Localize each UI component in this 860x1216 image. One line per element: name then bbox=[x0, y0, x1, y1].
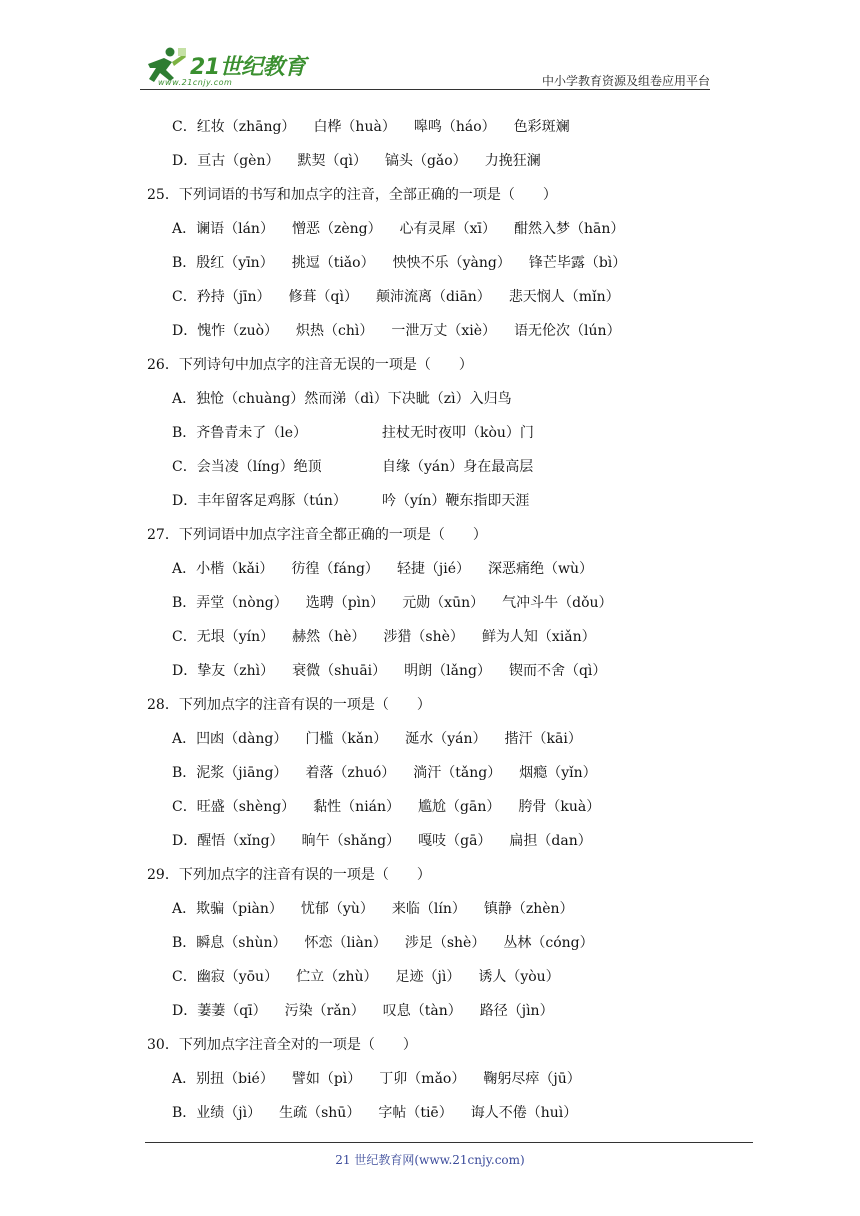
answer-option bbox=[172, 662, 606, 680]
option-term: 酣然入梦（hān） bbox=[513, 221, 625, 237]
option-term: 炽热（chì） bbox=[296, 323, 374, 339]
option-term: C．红妆（zhāng） bbox=[172, 119, 296, 135]
option-term: 涎水（yán） bbox=[405, 731, 487, 747]
option-term: 锲而不舍（qì） bbox=[508, 663, 607, 679]
answer-option bbox=[172, 424, 534, 442]
option-term: 拄杖无时夜叩（kòu）门 bbox=[382, 425, 534, 441]
option-term: 鲜为人知（xiǎn） bbox=[481, 629, 596, 645]
option-term: A．凹凼（dàng） bbox=[172, 731, 288, 747]
option-term: B．业绩（jì） bbox=[172, 1105, 262, 1121]
option-term: 一泄万丈（xiè） bbox=[391, 323, 497, 339]
answer-option bbox=[172, 1002, 554, 1020]
option-term: 诲人不倦（huì） bbox=[470, 1105, 578, 1121]
option-term: 赫然（hè） bbox=[292, 629, 366, 645]
option-term: 憎恶（zèng） bbox=[291, 221, 382, 237]
question-text: 30．下列加点字注音全对的一项是（ ） bbox=[147, 1037, 417, 1053]
option-term: 烟瘾（yǐn） bbox=[519, 765, 597, 781]
option-term: 语无伦次（lún） bbox=[514, 323, 621, 339]
question-stem bbox=[147, 186, 557, 204]
answer-option bbox=[172, 1070, 581, 1088]
option-term: 黏性（nián） bbox=[313, 799, 401, 815]
answer-option bbox=[172, 220, 624, 238]
question-stem bbox=[147, 526, 487, 544]
option-term: B．弄堂（nòng） bbox=[172, 595, 288, 611]
answer-option bbox=[172, 322, 621, 340]
answer-option bbox=[172, 798, 600, 816]
option-term: B．瞬息（shùn） bbox=[172, 935, 287, 951]
option-term: 嘎吱（gā） bbox=[418, 833, 492, 849]
option-term: A．欺骗（piàn） bbox=[172, 901, 283, 917]
header-divider bbox=[140, 89, 710, 90]
question-stem bbox=[147, 356, 473, 374]
option-term: 深恶痛绝（wù） bbox=[488, 561, 594, 577]
option-term: 挑逗（tiǎo） bbox=[291, 255, 375, 271]
option-term: 路径（jìn） bbox=[479, 1003, 554, 1019]
option-term: 颠沛流离（diān） bbox=[376, 289, 491, 305]
option-term: 涉猎（shè） bbox=[383, 629, 464, 645]
option-term: A．别扭（bié） bbox=[172, 1071, 274, 1087]
option-term: B．齐鲁青未了（le） bbox=[172, 425, 308, 441]
question-text: 25．下列词语的书写和加点字的注音，全部正确的一项是（ ） bbox=[147, 187, 557, 203]
option-term: 着落（zhuó） bbox=[305, 765, 396, 781]
option-term: D．醒悟（xǐng） bbox=[172, 833, 284, 849]
logo-text: 21世纪教育 bbox=[190, 55, 306, 80]
option-term: 扁担（dan） bbox=[509, 833, 592, 849]
option-term: 譬如（pì） bbox=[291, 1071, 362, 1087]
question-text: 28．下列加点字的注音有误的一项是（ ） bbox=[147, 697, 431, 713]
option-term: 彷徨（fáng） bbox=[291, 561, 379, 577]
option-term: 叹息（tàn） bbox=[382, 1003, 462, 1019]
option-term: A．小楷（kǎi） bbox=[172, 561, 274, 577]
question-stem bbox=[147, 696, 431, 714]
option-term: 字帖（tiē） bbox=[378, 1105, 453, 1121]
option-term: D．萋萋（qī） bbox=[172, 1003, 267, 1019]
option-term: 悲天悯人（mǐn） bbox=[508, 289, 620, 305]
option-term: 涉足（shè） bbox=[404, 935, 486, 951]
option-term: 怏怏不乐（yàng） bbox=[392, 255, 511, 271]
option-term: 气冲斗牛（dǒu） bbox=[502, 595, 613, 611]
option-term: 色彩斑斓 bbox=[513, 119, 570, 135]
option-term: 忧郁（yù） bbox=[300, 901, 374, 917]
answer-option bbox=[172, 764, 597, 782]
option-term: 生疏（shū） bbox=[279, 1105, 361, 1121]
answer-option bbox=[172, 730, 582, 748]
option-term: 镇静（zhèn） bbox=[483, 901, 574, 917]
option-term: A．独怆（chuàng）然而涕（dì）下 bbox=[172, 391, 402, 407]
answer-option bbox=[172, 152, 541, 170]
option-term: 尴尬（gān） bbox=[418, 799, 501, 815]
question-text: 29．下列加点字的注音有误的一项是（ ） bbox=[147, 867, 431, 883]
option-term: 揩汗（kāi） bbox=[504, 731, 582, 747]
option-term: 嗥鸣（háo） bbox=[413, 119, 496, 135]
option-term: D．挚友（zhì） bbox=[172, 663, 275, 679]
option-term: 轻捷（jié） bbox=[396, 561, 471, 577]
answer-option bbox=[172, 628, 596, 646]
footer-text: 21 世纪教育网(www.21cnjy.com) bbox=[335, 1153, 525, 1167]
option-term: 污染（rǎn） bbox=[284, 1003, 365, 1019]
option-term: C．矜持（jīn） bbox=[172, 289, 271, 305]
option-term: 鞠躬尽瘁（jū） bbox=[483, 1071, 581, 1087]
answer-option bbox=[172, 560, 593, 578]
answer-option bbox=[172, 832, 592, 850]
answer-option bbox=[172, 254, 626, 272]
question-text: 27．下列词语中加点字注音全都正确的一项是（ ） bbox=[147, 527, 487, 543]
option-term: 镐头（gǎo） bbox=[384, 153, 467, 169]
option-term: 心有灵犀（xī） bbox=[399, 221, 496, 237]
option-term: 明朗（lǎng） bbox=[404, 663, 491, 679]
option-term: 来临（lín） bbox=[391, 901, 466, 917]
footer-divider bbox=[145, 1142, 753, 1143]
question-stem bbox=[147, 1036, 417, 1054]
option-term: D．丰年留客足鸡豚（tún） bbox=[172, 493, 347, 509]
option-term: D．愧怍（zuò） bbox=[172, 323, 279, 339]
answer-option bbox=[172, 458, 533, 476]
option-term: 门槛（kǎn） bbox=[305, 731, 388, 747]
answer-option bbox=[172, 968, 560, 986]
header-platform-text: 中小学教育资源及组卷应用平台 bbox=[541, 74, 710, 88]
answer-option bbox=[172, 594, 613, 612]
answer-option bbox=[172, 390, 512, 408]
option-term: D．亘古（gèn） bbox=[172, 153, 280, 169]
option-term: C．会当凌（líng）绝顶 bbox=[172, 459, 322, 475]
question-stem bbox=[147, 866, 431, 884]
option-term: B．泥浆（jiāng） bbox=[172, 765, 288, 781]
question-text: 26．下列诗句中加点字的注音无误的一项是（ ） bbox=[147, 357, 473, 373]
site-logo bbox=[140, 46, 340, 90]
answer-option bbox=[172, 492, 529, 510]
option-term: 锋芒毕露（bì） bbox=[528, 255, 627, 271]
option-term: 衰微（shuāi） bbox=[292, 663, 387, 679]
logo-url: www.21cnjy.com bbox=[158, 78, 233, 87]
page-header bbox=[140, 40, 710, 92]
option-term: C．幽寂（yōu） bbox=[172, 969, 279, 985]
answer-option bbox=[172, 934, 594, 952]
option-term: 诱人（yòu） bbox=[478, 969, 560, 985]
option-term: 元勋（xūn） bbox=[402, 595, 485, 611]
option-term: 力挽狂澜 bbox=[484, 153, 541, 169]
option-term: 白桦（huà） bbox=[313, 119, 396, 135]
option-term: 淌汗（tǎng） bbox=[413, 765, 502, 781]
option-term: 默契（qì） bbox=[297, 153, 367, 169]
option-term: C．无垠（yín） bbox=[172, 629, 275, 645]
option-term: C．旺盛（shèng） bbox=[172, 799, 296, 815]
option-term: 足迹（jì） bbox=[395, 969, 461, 985]
option-term: 选聘（pìn） bbox=[305, 595, 385, 611]
option-term: 怀恋（liàn） bbox=[304, 935, 387, 951]
answer-option bbox=[172, 900, 574, 918]
answer-option bbox=[172, 288, 620, 306]
option-term: 吟（yín）鞭东指即天涯 bbox=[382, 493, 530, 509]
option-term: B．殷红（yīn） bbox=[172, 255, 274, 271]
option-term: 丁卯（mǎo） bbox=[379, 1071, 466, 1087]
option-term: 伫立（zhù） bbox=[296, 969, 378, 985]
option-term: 胯骨（kuà） bbox=[518, 799, 601, 815]
answer-option bbox=[172, 1104, 577, 1122]
option-term: A．谰语（lán） bbox=[172, 221, 274, 237]
option-term: 决眦（zì）入归鸟 bbox=[401, 391, 512, 407]
option-term: 丛林（cóng） bbox=[503, 935, 594, 951]
answer-option bbox=[172, 118, 570, 136]
option-term: 修葺（qì） bbox=[288, 289, 358, 305]
option-term: 自缘（yán）身在最高层 bbox=[382, 459, 534, 475]
option-term: 晌午（shǎng） bbox=[301, 833, 401, 849]
